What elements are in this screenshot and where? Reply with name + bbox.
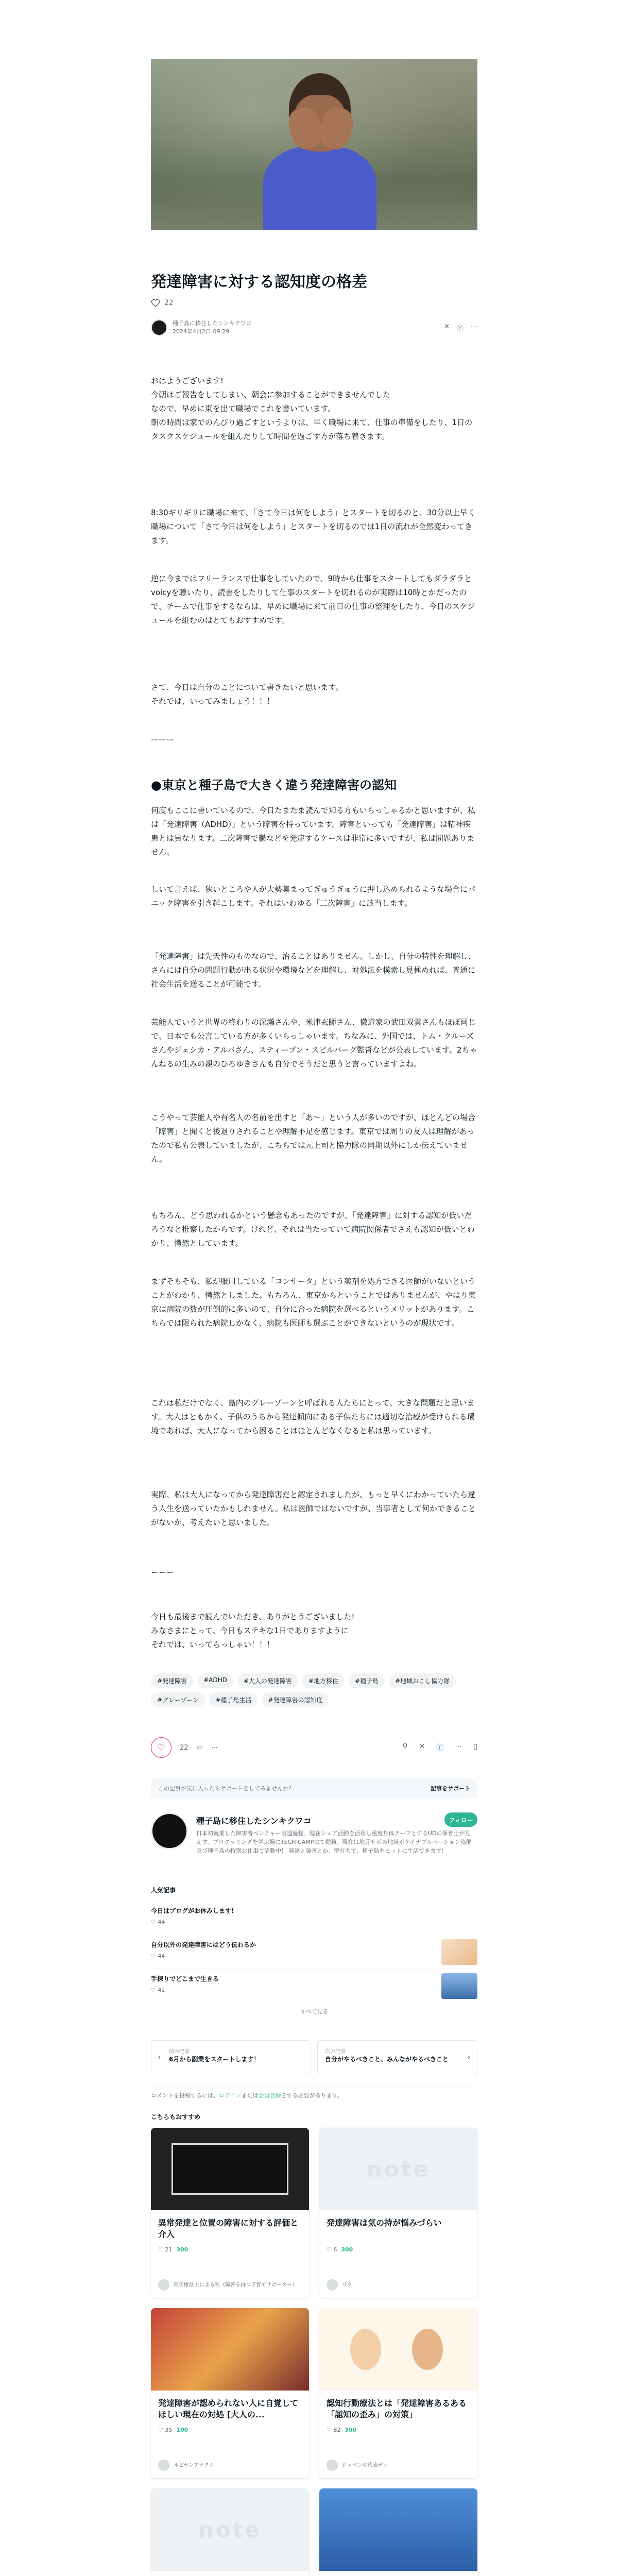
- card-image: [319, 2488, 477, 2571]
- card-image: [151, 2488, 309, 2571]
- comment-note: [151, 2087, 477, 2099]
- card-image: [151, 2308, 309, 2391]
- more-icon[interactable]: ⋯: [471, 323, 477, 331]
- card-title: [319, 2571, 477, 2576]
- heart-icon: ♡: [157, 1742, 166, 1753]
- card-title: [151, 2571, 309, 2576]
- paragraph: 逆に今まではフリーランスで仕事をしていたので、9時から仕事をスタートしてもダラダラとvoicyを聴いたり、読書をしたりして仕事のスタートを切れるのが実際は10時とかだったので、チームで仕事をするならは、早めに職場に来て前日の仕事の整理をしたり、今日のスケジュールを組むのはとてもおすすめです。: [151, 574, 475, 625]
- next-article[interactable]: [317, 2040, 477, 2074]
- rec-card[interactable]: [319, 2488, 477, 2576]
- card-author: ルビサンアサクム: [174, 2462, 214, 2468]
- facebook-icon[interactable]: ⓕ: [436, 1744, 444, 1752]
- card-title: 発達障害は気の持が悩みづらい: [327, 2218, 442, 2228]
- popular-count: 44: [158, 1919, 165, 1925]
- hero-image: [151, 59, 477, 230]
- list-item[interactable]: [151, 1969, 477, 2003]
- like-button[interactable]: [151, 1737, 171, 1758]
- rec-card[interactable]: [151, 2488, 309, 2576]
- paragraph: これは私だけでなく、島内のグレーゾーンと呼ばれる人たちにとって、大きな問題だと思います。大人はともかく、子供のうちから発達傾向にある子供たちには適切な治療が受けられる環境であれば、大人になってから困ることはほとんどなくなると私は思っています。: [151, 1398, 475, 1435]
- creator-card: [151, 1808, 477, 1875]
- intro-block: [151, 374, 477, 444]
- section-title: ●東京と種子島で大きく違う発達障害の認知: [151, 778, 397, 792]
- card-price: 300: [341, 2246, 353, 2253]
- x-icon[interactable]: ✕: [444, 323, 450, 331]
- heart-icon: ♡: [327, 2246, 334, 2253]
- card-price: 100: [176, 2427, 188, 2433]
- popular-count: 44: [158, 1953, 165, 1959]
- paragraph: 実際、私は大人になってから発達障害だと認定されましたが、もっと早くにわかっていたら違う人生を送っていたかもしれません。私は医師ではないですが、当事者として何かできることがないか、考えたいと思いました。: [151, 1490, 476, 1527]
- paragraph: 8:30ギリギリに職場に来て、「さて今日は何をしよう」とスタートを切るのと、30分以上早く職場について「さて今日は何をしよう」とスタートを切るのでは1日の流れが全然変わってきます。: [151, 508, 475, 545]
- avatar[interactable]: [151, 319, 167, 336]
- rec-card[interactable]: [319, 2128, 477, 2298]
- thumbnail: [441, 1973, 477, 1999]
- popular-heading: 人気記事: [151, 1887, 176, 1894]
- follow-button[interactable]: フォロー: [444, 1812, 477, 1827]
- creator-bio: 日本初就業した障害者ベンチャー製造過程、現在シェア活動を活用し重度身体チーフとするUDの保育士が見えす、プログラミングを学ぶ場にTECH CAMPにて勤務。現在は地元サポの地域ポケイナブルベーション協働及び種子島の特別お仕事で活動中！ 発達と障害とか、壁打ちで、種子島をセットに生活できます！: [196, 1830, 472, 1854]
- support-button[interactable]: 記事をサポート: [431, 1785, 470, 1792]
- popular-title: 手探りでどこまで生きる: [151, 1975, 219, 1982]
- facebook-icon[interactable]: ⓕ: [456, 325, 464, 333]
- comment-tail: をする必要があります。: [281, 2092, 343, 2099]
- more-icon[interactable]: ⋯: [211, 1743, 218, 1752]
- paragraph-a: さて、今日は自分のことについて書きたいと思います。: [151, 683, 344, 692]
- paragraph: こうやって芸能人や有名人の名前を出すと「あ〜」という人が多いのですが、ほとんどの場合「障害」と聞くと後退りされることや理解不足を感じます。東京では周りの友人は理解があったので私も公表していましたが、こちらでは元上司と協力隊の同期以外にしか伝えていません。: [151, 1113, 476, 1164]
- closing-a: 今日も最後まで読んでいただき、ありがとうございました!: [151, 1612, 355, 1621]
- tag[interactable]: #発達障害の認知度: [262, 1692, 329, 1707]
- closing-c: それでは、いってらっしゃい！！！: [151, 1640, 275, 1649]
- heart-icon: ♡: [158, 2246, 165, 2253]
- author-name[interactable]: 種子島に移住したシンキクワコ: [173, 319, 252, 327]
- tag[interactable]: #発達障害: [151, 1673, 193, 1688]
- list-item[interactable]: [151, 1901, 477, 1935]
- card-author: 理学療法士による私（障害を持つ子育てサポーター）: [174, 2282, 297, 2288]
- signup-link[interactable]: 会員登録: [258, 2092, 281, 2099]
- comment-or: または: [241, 2092, 259, 2099]
- card-likes: 21: [165, 2246, 173, 2253]
- heart-icon: ♡: [151, 1953, 158, 1959]
- list-item[interactable]: [151, 1935, 477, 1969]
- avatar: [158, 2279, 169, 2291]
- top-like-count[interactable]: [151, 299, 174, 307]
- card-likes: 35: [165, 2427, 173, 2433]
- x-icon[interactable]: ✕: [419, 1742, 425, 1751]
- card-author: ジャペンの代表デュ: [342, 2462, 388, 2468]
- prev-title: 6月から副業をスタートします！: [169, 2056, 260, 2063]
- intro-line: 今朝はご報告をしてしまい、朝会に参加することができませんでした: [151, 390, 391, 399]
- heart-icon: ♡: [327, 2427, 334, 2433]
- tag[interactable]: #種子島生活: [209, 1692, 258, 1707]
- chevron-right-icon: ›: [467, 2052, 471, 2062]
- support-bar: [151, 1778, 477, 1798]
- card-likes: 82: [333, 2427, 341, 2433]
- article-title: 発達障害に対する認知度の格差: [151, 273, 367, 291]
- avatar: [327, 2460, 338, 2471]
- prev-article[interactable]: [151, 2040, 311, 2074]
- comment-icon[interactable]: ▭: [196, 1743, 203, 1752]
- next-title: 自分がやるべきこと、みんながやるべきこと: [325, 2056, 449, 2063]
- card-likes: 6: [333, 2246, 337, 2253]
- tag[interactable]: #種子島: [349, 1673, 385, 1688]
- heart-icon: ♡: [158, 2427, 165, 2433]
- see-all-link[interactable]: すべて見る: [151, 2003, 477, 2018]
- avatar[interactable]: [151, 1812, 188, 1850]
- rec-card[interactable]: [151, 2128, 309, 2298]
- heart-icon: [151, 299, 160, 307]
- tag[interactable]: #大人の発達障害: [237, 1673, 298, 1688]
- bookmark-icon[interactable]: ▯: [473, 1742, 477, 1751]
- card-image: [319, 2128, 477, 2210]
- avatar: [158, 2460, 169, 2471]
- card-title: 発達障害が認められない人に自覚してほしい現在の対処 [大人の...: [158, 2398, 299, 2419]
- popular-count: 42: [158, 1987, 165, 1993]
- thumbnail: [441, 1939, 477, 1965]
- heart-icon: ♡: [151, 1919, 158, 1925]
- prev-label: 前の記事: [169, 2049, 190, 2055]
- next-label: 次の記事: [325, 2049, 346, 2055]
- like-count: 22: [164, 299, 174, 307]
- share-icon[interactable]: ⋯: [455, 1742, 462, 1751]
- card-title: 認知行動療法とは「発達障害あるある「認知の歪み」の対策」: [327, 2398, 467, 2419]
- intro-line: 朝の時間は家でのんびり過ごすというよりは、早く職場に来て、仕事の準備をしたり、1日のタスクスケジュールを組んだりして時間を過ごす方が落ち着きます。: [151, 418, 473, 441]
- paragraph: 「発達障害」は先天性のものなので、治ることはありません。しかし、自分の特性を理解し、さらには自分の問題行動が出る状況や環境などを理解し、対処法を模索し見極めれば、普通に社会生活を送ることが可能です。: [151, 952, 476, 989]
- paragraph: 何度もここに書いているので、今日たまたま読んで知る方もいらっしゃるかと思いますが、私は「発達障害（ADHD）」という障害を持っています。障害といっても「発達障害」は精神疾患とは異なります。二次障害で鬱などを発症するケースは非常に多いですが、私は問題ありません。: [151, 806, 475, 857]
- paragraph: 芸能人でいうと世界の終わりの深瀬さんや、米津玄師さん、徹道家の武田双雲さんもほぼ同じで、日本でも公言している方が多くいらっしゃいます。ちなみに、外国では、トム・クルーズさんやジェシカ・アルバさん、スティーブン・スピルバーグ監督などが公表しています。2ちゃんねるの生みの親のひろゆきさんも自分でそうだと思うと言っていますよね。: [151, 1018, 477, 1069]
- card-image: [151, 2128, 309, 2210]
- rec-card[interactable]: [319, 2308, 477, 2478]
- creator-name[interactable]: 種子島に移住したシンキクワコ: [196, 1816, 312, 1826]
- closing-b: みなさまにとって、今日もステキな1日でありますように: [151, 1626, 349, 1635]
- rec-card[interactable]: [151, 2308, 309, 2478]
- recommendations-heading: こちらもおすすめ: [151, 2113, 201, 2121]
- card-title: 異常発達と位置の障害に対する評価と介入: [158, 2218, 299, 2239]
- card-price: 300: [176, 2246, 188, 2253]
- action-like-count: 22: [180, 1743, 188, 1752]
- popular-title: 自分以外の発達障害にはどう伝わるか: [151, 1941, 256, 1948]
- separator: ーーー: [151, 1568, 175, 1577]
- tag-list: [151, 1673, 477, 1707]
- tag[interactable]: #グレーゾーン: [151, 1692, 205, 1707]
- popular-title: 今日はブログがお休みします!: [151, 1907, 234, 1914]
- author-row: [151, 316, 477, 339]
- paragraph: まずそもそも、私が服用している「コンサータ」という薬剤を処方できる医師がいないということがわかり、愕然としました。もちろん、東京からということではありませんが、やはり東京は病院の数が圧倒的に多いので、自分に合った病院を選べるというメリットがあります。こちらでは限られた病院しかなく、病院も医師も選ぶことができないというのが現状です。: [151, 1277, 476, 1328]
- tag[interactable]: #地域おこし協力隊: [389, 1673, 456, 1688]
- action-bar: [151, 1736, 477, 1759]
- separator: ーーー: [151, 735, 175, 744]
- heart-icon: ♡: [151, 1987, 158, 1993]
- intro-line: なので、早めに東を出て職場でこれを書いています。: [151, 404, 336, 413]
- login-link[interactable]: ログイン: [219, 2092, 242, 2099]
- note-logo-icon: note: [198, 2517, 262, 2543]
- paragraph: しいて言えば、狭いところや人が大勢集まってぎゅうぎゅうに押し込められるような場合にパニック障害を引き起こします。それはいわゆる「二次障害」に該当します。: [151, 885, 476, 908]
- paragraph: もちろん、どう思われるかという懸念もあったのですが、「発達障害」に対する認知が低いだろうなと推察したからです。けれど、それは当たっていて病院関係者でさえも認知が低いとわかり、愕然としています。: [151, 1211, 475, 1248]
- publish-date: 2024年4月2日 09:29: [173, 328, 230, 335]
- note-logo-icon: note: [366, 2156, 431, 2182]
- comment-text: コメントを投稿するには、: [151, 2092, 219, 2099]
- support-note: この記事が気に入ったらサポートをしてみませんか？: [158, 1785, 294, 1792]
- popular-articles: [151, 1886, 477, 2018]
- tag[interactable]: #地方移住: [302, 1673, 345, 1688]
- tag[interactable]: #ADHD: [197, 1673, 233, 1688]
- prev-next-nav: [151, 2040, 477, 2074]
- card-author: リク: [342, 2282, 352, 2288]
- link-icon[interactable]: ⚲: [402, 1742, 408, 1751]
- intro-line: おはようございます!: [151, 376, 224, 385]
- avatar: [327, 2279, 338, 2291]
- paragraph-b: それでは、いってみましょう！！！: [151, 697, 275, 706]
- chevron-left-icon: ‹: [158, 2052, 161, 2062]
- card-price: 300: [345, 2427, 357, 2433]
- card-image: [319, 2308, 477, 2391]
